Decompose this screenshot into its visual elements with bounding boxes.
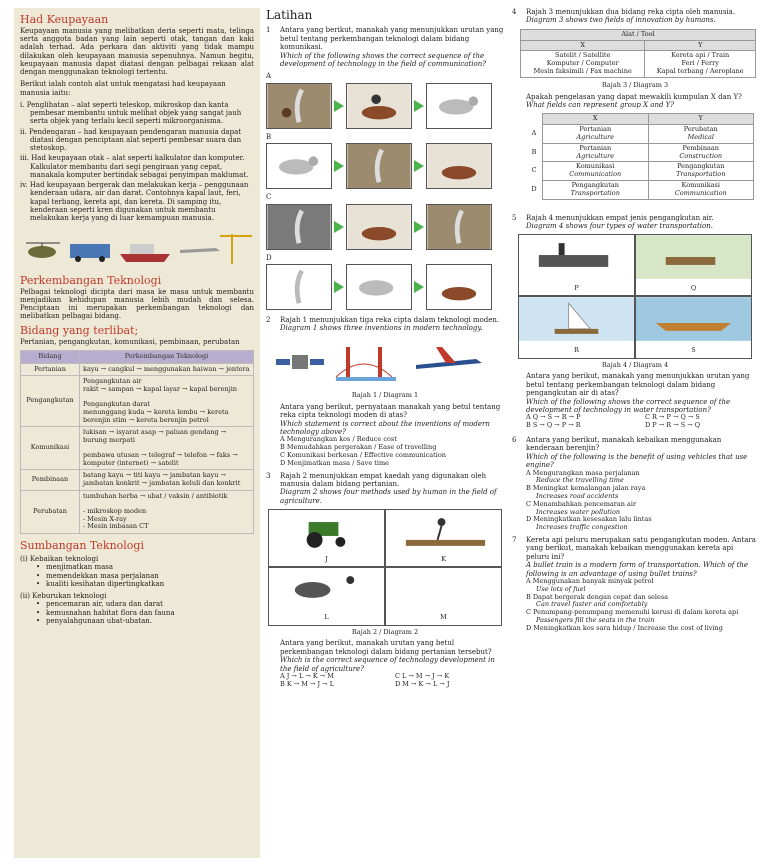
q1-option-d[interactable]: D [266, 254, 504, 310]
answer-option[interactable]: B S → Q → P → R [526, 421, 581, 430]
hoe-farmer-image [386, 510, 501, 550]
exercise-column-1 [266, 8, 504, 858]
list-item: iv. Had keupayaan bergerak dan melakukan kerja – penggunaan kenderaan udara, air dan darat. Contohnya kapal laut, feri, kapal terbang, kereta api, dan kereta. Di samping itu, kenderaan seperti kren digunakan untuk membantu melakukan kerja yang di luar kemampuan manusia. [20, 181, 249, 223]
diagram-3-caption: Rajah 3 / Diagram 3 [601, 80, 669, 89]
heading-tech-development: Perkembangan Teknologi [20, 273, 162, 287]
method-k: K [385, 509, 502, 567]
sailboat-image [519, 297, 634, 341]
list-item: • pencemaran air, udara dan darat [20, 600, 254, 608]
question-5-options [526, 414, 758, 430]
limits-list [20, 101, 254, 223]
question-4-stem: Apakah pengelasan yang dapat mewakili kumpulan X dan Y? [526, 92, 742, 101]
answer-option[interactable]: C Komunikasi berkesan / Effective communication [280, 451, 446, 460]
answer-option[interactable]: A Mengurangkan kos / Reduce cost [280, 435, 397, 444]
answer-option[interactable]: B K → M → J → L [280, 679, 335, 688]
tool-table [520, 29, 756, 78]
boat-p: P [518, 234, 635, 296]
diagram-1-caption: Rajah 1 / Diagram 1 [351, 391, 419, 400]
pigeon-image [266, 143, 332, 189]
question-4-stem-en: What fields can represent group X and Y? [526, 100, 675, 109]
smoke-signal-image [426, 204, 492, 250]
method-l: L [268, 567, 385, 625]
answer-option[interactable]: A Pertanian Agriculture Perubatan Medical [526, 125, 754, 144]
page-title: Latihan [266, 8, 313, 22]
answer-option[interactable]: A Menggunakan banyak minyak petrol Use lots of fuel [526, 576, 654, 593]
horse-rider-image [426, 143, 492, 189]
table-row: Satelit / Satellite Komputer / Computer Mesin faksimili / Fax machine Kereta api / Train Feri / Ferry Kapal terbang / Aeroplane [521, 51, 756, 77]
table-row: Perubatan tumbuhan herba → ubat / vaksin / antibiotik - mikroskop moden - Mesin X-ray - Mesin imbasan CT [21, 490, 254, 533]
question-5-stem-en: Which of the following shows the correct sequence of the development of technology in water transportation? [526, 397, 731, 415]
question-4-options: X Y A Pertanian Agriculture Perubatan Medical B Pertanian Agriculture Pembinaan Construction C Komunikasi Communication Pengangkutan Transportation D Pengangkutan Transportation Komunikasi Communication [526, 113, 754, 199]
q1-option-c[interactable]: C [266, 193, 504, 249]
q1-option-a[interactable]: A [266, 72, 504, 128]
diagram-2-grid [268, 509, 502, 625]
answer-option[interactable]: D Meningkatkan kos sara hidup / Increase the cost of living [526, 623, 723, 632]
canoe-image [636, 297, 751, 341]
question-3-options [280, 673, 504, 689]
answer-option[interactable]: C R → P → Q → S [645, 413, 700, 422]
satellite-icon [276, 355, 324, 369]
answer-option[interactable]: A Mengurangkan masa perjalanan Reduce the travelling time [526, 468, 640, 485]
steamboat-image [519, 235, 634, 279]
smoke-signal-image [266, 204, 332, 250]
diagram-2-caption: Rajah 2 / Diagram 2 [351, 627, 419, 636]
heading-fields: Bidang yang terlibat; [20, 323, 139, 337]
answer-option[interactable]: D Meningkatkan kesesakan lalu lintas Increases traffic congestion [526, 515, 652, 532]
negative-list [20, 600, 254, 625]
positive-list [20, 563, 254, 588]
question-2-stem: Antara yang berikut, pernyataan manakah yang betul tentang reka cipta teknologi moden di atas? [280, 402, 501, 420]
airplane-icon [416, 347, 482, 369]
diagram-4-grid [518, 234, 752, 358]
heading-human-limits: Had Keupayaan [20, 13, 109, 26]
answer-option[interactable]: B Dapat bergerak dengan cepat dan selesa Can travel faster and comfortably [526, 592, 669, 609]
buffalo-plough-image [269, 568, 384, 608]
q1-option-b[interactable]: B [266, 133, 504, 189]
horse-rider-image [346, 204, 412, 250]
answer-option[interactable]: C Komunikasi Communication Pengangkutan Transportation [526, 162, 754, 181]
question-3-stem: Antara yang berikut, manakah urutan yang betul perkembangan teknologi dalam bidang pertanian tersebut? [280, 639, 492, 656]
list-item: • menjimatkan masa [20, 563, 254, 571]
answer-option[interactable]: C Penumpang-penumpang memenuhi kerusi di dalam kereta api Passengers fill the seats in the train [526, 608, 739, 624]
answer-option[interactable]: D P → R → S → Q [645, 421, 701, 430]
question-7: 7 Kereta api peluru merupakan satu pengangkutan moden. Antara yang berikut, manakah kebaikan menggunakan kereta api peluru ini? A bullet train is a modern form of transportation. Which of the following is an advantage of using bullet trains? A Menggunakan banyak minyak petrol Use lots of fuel B Dapat bergerak dengan cepat dan selesa Can travel faster and comfortably C Penumpang-penumpang memenuhi kerusi di dalam kereta api Passengers fill the seats in the train D Meningkatkan kos sara hidup / Increase the cost of living [512, 536, 758, 633]
boat-s: S [635, 296, 752, 358]
table-header: Y [645, 40, 756, 51]
answer-option[interactable]: D Pengangkutan Transportation Komunikasi Communication [526, 180, 754, 199]
stick-tool-image [386, 568, 501, 608]
list-item: ii. Pendengaran – had keupayaan pendengaran manusia dapat diatasi dengan penciptaan alat seperti pembesar suara dan stetoskop. [20, 127, 242, 153]
question-1: 1 Antara yang berikut, manakah yang menunjukkan urutan yang betul tentang perkembangan teknologi dalam bidang komunikasi. Which of the following shows the correct sequence of the development of technology in the field of communication? [266, 26, 504, 68]
list-item: • memendekkan masa perjalanan [20, 572, 254, 580]
list-item: • penyalahgunaan ubat-ubatan. [20, 617, 254, 625]
answer-option[interactable]: A J → L → K → M [280, 671, 334, 680]
answer-option[interactable]: A Q → S → R → P [526, 413, 581, 422]
positive-title: (i) Kebaikan teknologi [20, 555, 99, 563]
notes-panel [14, 8, 260, 858]
question-2: 2 Rajah 1 menunjukkan tiga reka cipta dalam teknologi moden. Diagram 1 shows three inventions in modern technology. [266, 315, 500, 333]
answer-option[interactable]: B Pertanian Agriculture Pembinaan Construction [526, 143, 754, 162]
boat-q: Q [635, 234, 752, 296]
table-row: Komunikasi lukisan → isyarat asap → paluan gendang → burung merpati pembawa utusan → telegraf → telefon → faks → komputer (internet) → satelit [21, 427, 254, 470]
question-5: 5 Rajah 4 menunjukkan empat jenis pengangkutan air. Diagram 4 shows four types of water transportation. [512, 213, 714, 230]
paragraph-tech-development: Pelbagai teknologi dicipta dari masa ke masa untuk membantu menjadikan kehidupan manusia lebih mudah dan selesa. Penciptaan ini merupakan perkembangan teknologi dan melibatkan pelbagai bidang. [20, 287, 254, 321]
table-row: Pembinaan batang kayu → titi kayu → jambatan kayu → jambatan konkrit → jambatan keluli dan konkrit [21, 470, 254, 490]
table-header: Alat / Tool [521, 29, 756, 40]
table-header: Perkembangan Teknologi [80, 350, 254, 363]
smoke-signal-image [266, 83, 332, 129]
paragraph-examples: Berikut ialah contoh alat untuk mengatasi had keupayaan manusia iaitu: [20, 80, 226, 97]
table-row: Pertanian kayu → cangkul → menggunakan haiwan → jentera [21, 363, 254, 376]
bridge-icon [336, 347, 396, 381]
answer-option[interactable]: D M → K → L → J [395, 679, 450, 688]
question-3-stem-en: Which is the correct sequence of technology development in the field of agriculture? [280, 656, 495, 673]
table-row: Pengangkutan Pengangkutan air rakit → sampan → kapal layar → kapal berenjin Pengangkutan darat menunggang kuda → kereta lembu → kereta berenjin stim → kereta berenjin petrol [21, 376, 254, 427]
question-2-stem-en: Which statement is correct about the inventions of modern technology above? [280, 419, 490, 437]
development-table [20, 350, 254, 534]
smoke-signal-image [266, 264, 332, 310]
table-header: Bidang [21, 350, 80, 363]
pigeon-image [346, 264, 412, 310]
list-item: • kualiti kesihatan dipertingkatkan [20, 580, 254, 588]
method-j: J [268, 509, 385, 567]
question-3: 3 Rajah 2 menunjukkan empat kaedah yang digunakan oleh manusia dalam bidang pertanian. Diagram 2 shows four methods used by human in the field of agriculture. [266, 471, 497, 505]
answer-option[interactable]: C L → M → J → K [395, 671, 450, 680]
paragraph-human-limits: Keupayaan manusia yang melibatkan deria seperti mata, telinga serta anggota badan yang lain seperti otak, tangan dan kaki adalah terhad. Ada perkara dan aktiviti yang tidak mampu dilakukan oleh keupayaan manusia sepenuhnya. Namun begitu, keupayaan manusia dapat diatasi dengan pelbagai rekaan alat dengan menggunakan teknologi tertentu. [20, 26, 254, 77]
tractor-image [269, 510, 384, 550]
negative-title: (ii) Keburukan teknologi [20, 592, 107, 600]
list-item: iii. Had keupayaan otak – alat seperti kalkulator dan komputer. Kalkulator membantu dari segi pengiraan yang cepat, manakala komputer bertindak sebagai penyimpan maklumat. [20, 154, 249, 179]
horse-rider-image [346, 83, 412, 129]
answer-option[interactable]: D Menjimatkan masa / Save time [280, 458, 389, 467]
raft-image [636, 235, 751, 279]
table-header: X [521, 40, 645, 51]
modern-inventions-illustration [266, 337, 504, 387]
boat-r: R [518, 296, 635, 358]
question-5-stem: Antara yang berikut, manakah yang menunjukkan urutan yang betul tentang perkembangan teknologi dalam bidang pengangkutan air di atas? [526, 372, 750, 398]
question-4: 4 Rajah 3 menunjukkan dua bidang reka cipta oleh manusia. Diagram 3 shows two fields of innovation by humans. [512, 8, 736, 25]
paragraph-fields: Pertanian, pengangkutan, komunikasi, pembinaan, perubatan [20, 337, 240, 346]
horse-rider-image [426, 264, 492, 310]
method-m: M [385, 567, 502, 625]
exercise-column-2 [512, 8, 758, 858]
question-6: 6 Antara yang berikut, manakah kebaikan menggunakan kenderaan berenjin? Which of the following is the benefit of using vehicles that use engine? A Mengurangkan masa perjalanan Reduce the travelling time B Meningkat kemalangan jalan raya Increases road accidents C Menambahkan pencemaran air Increases water pollution D Meningkatkan kesesakan lalu lintas Increases traffic congestion [512, 436, 758, 532]
vehicles-illustration [20, 228, 254, 268]
list-item: • kemusnahan habitat flora dan fauna [20, 609, 254, 617]
list-item: i. Penglihatan – alat seperti teleskop, mikroskop dan kanta pembesar membantu untuk melihat objek yang sangat jauh serta objek yang terlalu kecil seperti mikroorganisma. [20, 100, 242, 126]
diagram-4-caption: Rajah 4 / Diagram 4 [601, 360, 669, 369]
answer-option[interactable]: C Menambahkan pencemaran air Increases water pollution [526, 499, 637, 516]
question-2-options [280, 436, 504, 467]
heading-tech-impact: Sumbangan Teknologi [20, 539, 144, 553]
smoke-signal-image [346, 143, 412, 189]
pigeon-image [426, 83, 492, 129]
answer-option[interactable]: B Meningkat kemalangan jalan raya Increases road accidents [526, 484, 646, 500]
answer-option[interactable]: B Memudahkan pergerakan / Ease of travelling [280, 443, 437, 452]
